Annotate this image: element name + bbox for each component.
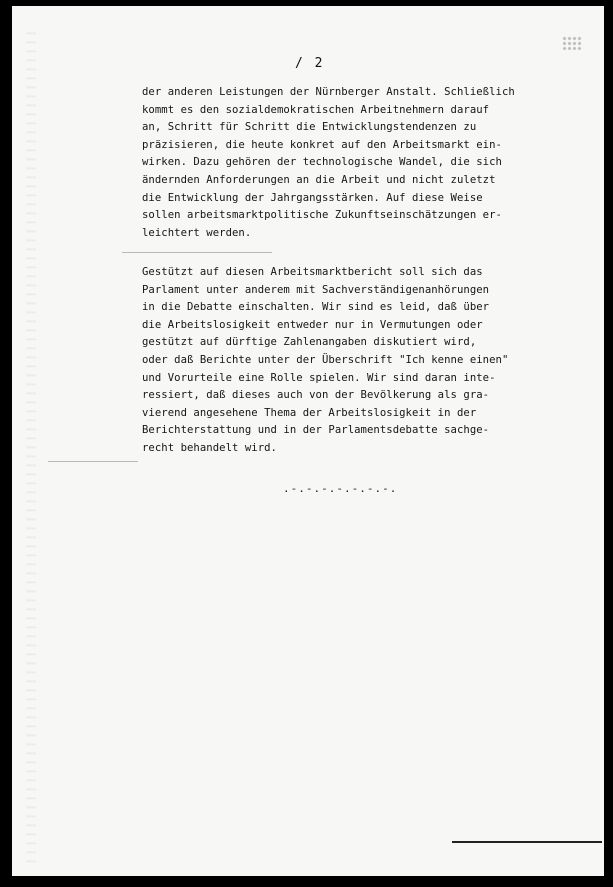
- scan-bottom-rule: [452, 841, 602, 843]
- text-line: Gestützt auf diesen Arbeitsmarktbericht soll sich das: [142, 266, 483, 278]
- scan-edge-noise: [26, 26, 36, 866]
- text-line: der anderen Leistungen der Nürnberger Anstalt. Schließlich: [142, 86, 515, 98]
- text-line: die Arbeitslosigkeit entweder nur in Vermutungen oder: [142, 318, 483, 331]
- text-line: wirken. Dazu gehören der technologische Wandel, die sich: [142, 156, 502, 169]
- scan-fold-line: [122, 252, 272, 253]
- text-line: ändernden Anforderungen an die Arbeit und nicht zuletzt: [142, 173, 496, 186]
- paragraph-1: [142, 84, 522, 242]
- page-number: / 2: [295, 56, 325, 71]
- text-line: ressiert, daß dieses auch von der Bevölkerung als gra-: [142, 389, 490, 402]
- text-line: in die Debatte einschalten. Wir sind es leid, daß über: [142, 301, 490, 314]
- text-line: gestützt auf dürftige Zahlenangaben diskutiert wird,: [142, 336, 477, 349]
- text-line: und Vorurteile eine Rolle spielen. Wir sind daran inte-: [142, 371, 496, 384]
- text-line: kommt es den sozialdemokratischen Arbeitnehmern darauf: [142, 103, 490, 116]
- text-line: oder daß Berichte unter der Überschrift "Ich kenne einen": [142, 353, 509, 366]
- document-page: [12, 6, 604, 876]
- text-line: Parlament unter anderem mit Sachverständigenanhörungen: [142, 283, 490, 296]
- scan-corner-mark: [562, 36, 582, 50]
- section-separator: .-.-.-.-.-.-.-.: [283, 482, 398, 495]
- paragraph-2: [142, 264, 522, 458]
- text-line: leichtert werden.: [142, 226, 252, 239]
- text-line: an, Schritt für Schritt die Entwicklungstendenzen zu: [142, 121, 477, 134]
- text-line: Berichterstattung und in der Parlamentsdebatte sachge-: [142, 424, 490, 437]
- text-line: sollen arbeitsmarktpolitische Zukunftseinschätzungen er-: [142, 209, 502, 222]
- text-line: recht behandelt wird.: [142, 441, 277, 454]
- text-line: präzisieren, die heute konkret auf den Arbeitsmarkt ein-: [142, 138, 502, 151]
- text-line: die Entwicklung der Jahrgangsstärken. Auf diese Weise: [142, 191, 483, 204]
- scan-fold-line: [48, 461, 138, 462]
- text-line: vierend angesehene Thema der Arbeitslosigkeit in der: [142, 406, 477, 419]
